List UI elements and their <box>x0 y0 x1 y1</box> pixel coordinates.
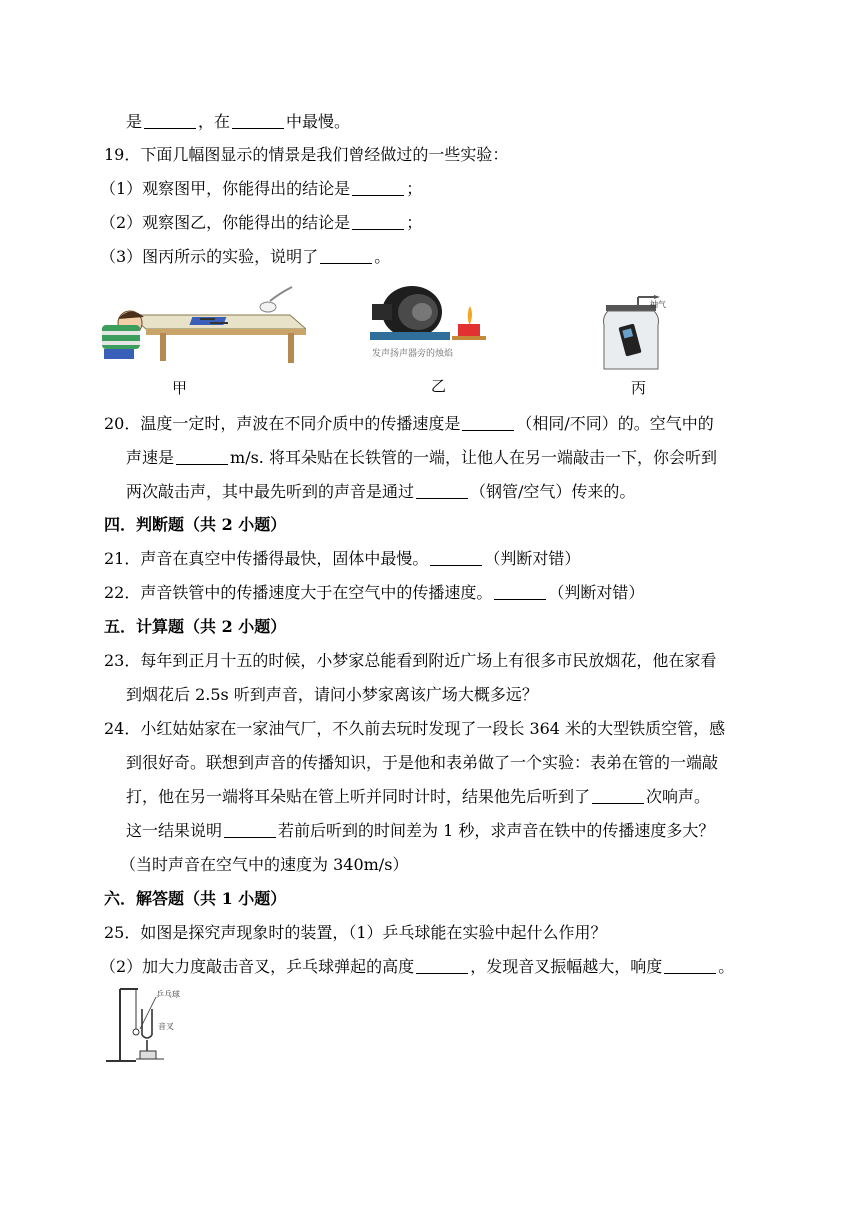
q23-line1: 23．每年到正月十五的时候，小梦家总能看到附近广场上有很多市民放烟花，他在家看 <box>104 651 717 670</box>
answer-blank[interactable] <box>416 959 468 974</box>
q18-tail: 是 ，在 中最慢。 <box>126 112 351 131</box>
answer-blank[interactable] <box>494 585 546 600</box>
q20-line1: 20．温度一定时，声波在不同介质中的传播速度是 （相同/不同）的。空气中的 <box>104 414 714 433</box>
answer-blank[interactable] <box>176 450 228 465</box>
q19-stem: 19．下面几幅图显示的情景是我们曾经做过的一些实验： <box>104 145 509 164</box>
section-answer-title: 六．解答题（共 1 小题） <box>104 889 287 908</box>
figure-label-fork: 音叉 <box>158 1022 174 1031</box>
q24-line4: 这一结果说明 若前后听到的时间差为 1 秒，求声音在铁中的传播速度多大？ <box>126 821 715 840</box>
answer-blank[interactable] <box>232 114 284 129</box>
q24-line5: （当时声音在空气中的速度为 340m/s） <box>120 855 409 874</box>
q23-line2: 到烟花后 2.5s 听到声音，请问小梦家离该广场大概多远？ <box>126 685 538 704</box>
answer-blank[interactable] <box>664 959 716 974</box>
q19-part3: （3）图丙所示的实验，说明了 。 <box>100 247 391 266</box>
figure-bing-vacuum-jar <box>598 295 676 373</box>
q19-part2: （2）观察图乙，你能得出的结论是 ； <box>100 213 423 232</box>
q25-line2: （2）加大力度敲击音叉，乒乓球弹起的高度 ，发现音叉振幅越大，响度 。 <box>100 957 735 976</box>
q21: 21．声音在真空中传播得最快，固体中最慢。 （判断对错） <box>104 549 581 568</box>
q24-line1: 24．小红姑姑家在一家油气厂，不久前去玩时发现了一段长 364 米的大型铁质空管，感 <box>104 719 726 738</box>
answer-blank[interactable] <box>320 249 372 264</box>
figure-jia-label: 甲 <box>172 379 188 397</box>
q24-line3: 打，他在另一端将耳朵贴在管上听并同时计时，结果他先后听到了 次响声。 <box>126 787 711 806</box>
answer-blank[interactable] <box>462 416 514 431</box>
figure-yi-caption: 发声扬声器旁的烛焰 <box>372 349 454 358</box>
answer-blank[interactable] <box>224 823 276 838</box>
answer-blank[interactable] <box>352 215 404 230</box>
q19-part1: （1）观察图甲，你能得出的结论是 ； <box>100 179 423 198</box>
figure-yi-label: 乙 <box>431 377 447 395</box>
answer-blank[interactable] <box>592 789 644 804</box>
figure-yi-speaker-candle <box>362 282 512 358</box>
section-judgement-title: 四．判断题（共 2 小题） <box>104 515 287 534</box>
answer-blank[interactable] <box>352 181 404 196</box>
answer-blank[interactable] <box>144 114 196 129</box>
figure-bing-label: 丙 <box>631 379 647 397</box>
figure-label-pingpong: 乒乓球 <box>156 990 180 999</box>
answer-blank[interactable] <box>416 484 468 499</box>
q24-line2: 到很好奇。联想到声音的传播知识，于是他和表弟做了一个实验：表弟在管的一端敲 <box>126 753 719 772</box>
q22: 22．声音铁管中的传播速度大于在空气中的传播速度。 （判断对错） <box>104 583 645 602</box>
q20-line2: 声速是 m/s. 将耳朵贴在长铁管的一端，让他人在另一端敲击一下，你会听到 <box>126 448 717 467</box>
figure-bing-tag: 抽气 <box>650 300 666 309</box>
figure-tuning-fork-pingpong <box>102 985 188 1067</box>
q25-line1: 25．如图是探究声现象时的装置，（1）乒乓球能在实验中起什么作用？ <box>104 923 607 942</box>
answer-blank[interactable] <box>430 551 482 566</box>
q20-line3: 两次敲击声，其中最先听到的声音是通过 （钢管/空气）传来的。 <box>126 482 636 501</box>
figure-jia-table-experiment <box>100 285 306 365</box>
section-calculation-title: 五．计算题（共 2 小题） <box>104 617 287 636</box>
